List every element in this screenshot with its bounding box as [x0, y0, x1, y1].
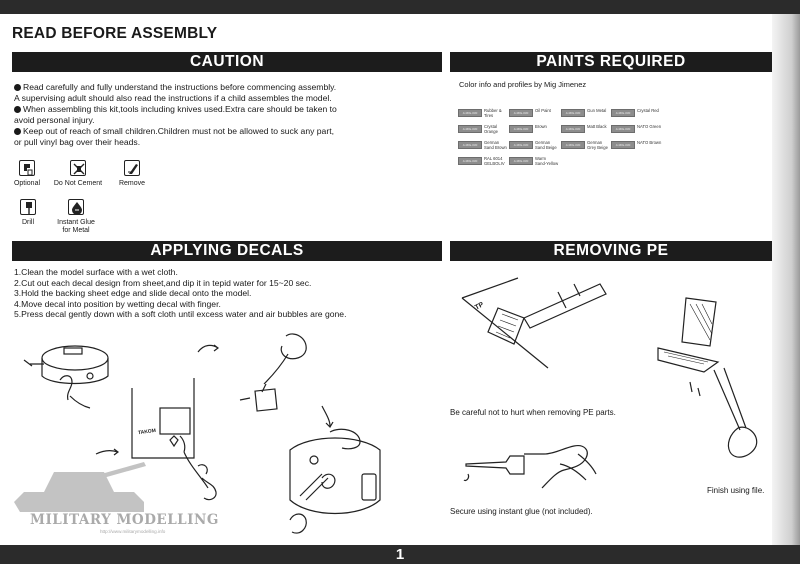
paint-name-line: Sand-Yellow	[535, 161, 559, 166]
paint-chip-code: A.MIG-030	[615, 111, 631, 115]
paint-name-line: Rubber &	[484, 108, 502, 113]
caution-item: Keep out of reach of small children.Children must not be allowed to suck any part,	[14, 126, 444, 137]
watermark-url: http://www.militarymodelling.info	[100, 529, 166, 534]
paint-name-line: Brown	[535, 124, 547, 129]
caution-item: Read carefully and fully understand the instructions before commencing assembly.	[14, 82, 444, 93]
paint-chip-code: A.MIG-030	[565, 127, 581, 131]
page-spine-shadow	[772, 14, 800, 545]
decal-sheet-label: TAKOM	[137, 427, 157, 437]
paint-chip	[561, 141, 585, 149]
paint-chip	[509, 125, 533, 133]
symbol-drill: Drill	[14, 199, 42, 227]
paint-name-line: Sand Brown	[484, 145, 507, 150]
paint-name	[637, 108, 663, 113]
caution-list	[14, 82, 444, 148]
paint-name-line: Gun Metal	[587, 108, 607, 113]
caution-item: A supervising adult should also read the instructions if a child assembles the model.	[14, 93, 332, 103]
paints-header: PAINTS REQUIRED	[450, 52, 772, 72]
paint-name-line: German	[484, 140, 500, 145]
paint-chip-code: A.MIG-030	[615, 127, 631, 131]
paint-chip-code: A.MIG-030	[462, 143, 478, 147]
paint-name-line: NATO Brown	[637, 140, 662, 145]
optional-icon	[19, 160, 35, 176]
paint-name	[484, 140, 510, 150]
paint-name	[637, 124, 663, 129]
paint-chip	[561, 109, 585, 117]
paint-chip-code: A.MIG-030	[513, 127, 529, 131]
paint-chip-code: A.MIG-030	[513, 143, 529, 147]
paint-chip-code: A.MIG-030	[462, 127, 478, 131]
caution-item: When assembling this kit,tools including knives used.Extra care should be taken to	[14, 104, 444, 115]
paint-name-line: German	[535, 140, 551, 145]
decal-step: 4.Move decal into position by wetting decal with finger.	[14, 298, 221, 309]
paint-name-line: Sand Beige	[535, 145, 557, 150]
paint-chip-code: A.MIG-030	[565, 111, 581, 115]
paint-name-line: Tires	[484, 113, 494, 118]
paint-name-line: Orange	[484, 129, 498, 134]
paint-name-line: Grey Beige	[587, 145, 608, 150]
glue-drop-icon	[68, 199, 84, 215]
decal-step: 2.Cut out each decal design from sheet,and dip it in tepid water for 15~20 sec.	[14, 277, 312, 288]
paint-chip	[458, 109, 482, 117]
paint-name-line: Crystal	[484, 124, 498, 129]
paint-chip	[561, 125, 585, 133]
decal-steps	[14, 267, 346, 320]
decal-step: 3.Hold the backing sheet edge and slide decal onto the model.	[14, 288, 252, 299]
pe-part-tag: TP	[473, 301, 486, 312]
paint-chip	[509, 109, 533, 117]
paint-chip	[509, 157, 533, 165]
decal-step: 1.Clean the model surface with a wet cloth.	[14, 267, 178, 277]
turret-decal-illustration	[270, 424, 390, 544]
symbol-do-not-cement: Do Not Cement	[48, 160, 108, 188]
paint-name	[484, 124, 510, 134]
paint-name	[535, 108, 561, 113]
paint-name-line: GELBOLIV	[484, 161, 505, 166]
paint-chip-code: A.MIG-030	[462, 159, 478, 163]
paint-name-line: Oil Paint	[535, 108, 551, 113]
symbol-remove: Remove	[113, 160, 151, 188]
paint-name-line: Warm	[535, 156, 547, 161]
paint-chip	[611, 141, 635, 149]
pe-filing-illustration	[654, 292, 774, 482]
drill-icon	[20, 199, 36, 215]
paint-chip-code: A.MIG-030	[513, 111, 529, 115]
knife-icon	[124, 160, 140, 176]
paint-name	[587, 108, 613, 113]
paint-name	[535, 124, 561, 129]
page-title: READ BEFORE ASSEMBLY	[12, 25, 218, 42]
caution-item: avoid personal injury.	[14, 115, 95, 125]
turret-wetting-illustration	[20, 336, 120, 416]
paint-chip-code: A.MIG-030	[615, 143, 631, 147]
symbol-optional: Optional	[10, 160, 44, 188]
paint-chip	[509, 141, 533, 149]
symbol-instant-glue: Instant Glue for Metal	[50, 199, 102, 235]
paint-name-line: Crystal Red	[637, 108, 659, 113]
paint-name-line: German	[587, 140, 603, 145]
paint-name	[535, 140, 561, 150]
caution-header: CAUTION	[12, 52, 442, 72]
paint-name	[587, 124, 613, 129]
paint-chip	[458, 141, 482, 149]
paint-name	[535, 156, 561, 166]
paint-name	[587, 140, 613, 150]
paint-chip	[458, 157, 482, 165]
paint-name-line: RAL 6014	[484, 156, 503, 161]
removing-pe-header: REMOVING PE	[450, 241, 772, 261]
tweezers-decal-illustration	[226, 328, 316, 428]
paint-chip	[458, 125, 482, 133]
no-cement-icon	[70, 160, 86, 176]
instant-glue-illustration	[460, 434, 610, 504]
watermark-text: MILITARY MODELLING	[30, 512, 219, 528]
caution-item: or pull vinyl bag over their heads.	[14, 137, 141, 147]
careful-caption: Be careful not to hurt when removing PE parts.	[450, 408, 616, 417]
decal-step: 5.Press decal gently down with a soft cloth until excess water and air bubbles are gone.	[14, 309, 347, 320]
top-edge-bar	[0, 0, 800, 14]
paint-chip	[611, 109, 635, 117]
paint-name-line: NATO Green	[637, 124, 662, 129]
paint-name	[637, 140, 663, 145]
paint-chip-code: A.MIG-030	[513, 159, 529, 163]
arrow-illustration	[196, 340, 222, 356]
paint-name	[484, 156, 510, 166]
paint-chip-code: A.MIG-030	[462, 111, 478, 115]
bullet-icon	[14, 106, 21, 113]
bullet-icon	[14, 128, 21, 135]
bullet-icon	[14, 84, 21, 91]
paint-chip-code: A.MIG-030	[565, 143, 581, 147]
pe-fret-cutting-illustration	[458, 272, 618, 382]
page-number: 1	[395, 546, 405, 563]
paint-chip	[611, 125, 635, 133]
paints-note: Color info and profiles by Mig Jimenez	[459, 80, 587, 89]
paint-name-line: Matt Black	[587, 124, 607, 129]
decals-header: APPLYING DECALS	[12, 241, 442, 261]
instant-glue-caption: Secure using instant glue (not included).	[450, 507, 593, 516]
paint-name	[484, 108, 510, 118]
finish-file-caption: Finish using file.	[707, 486, 765, 495]
